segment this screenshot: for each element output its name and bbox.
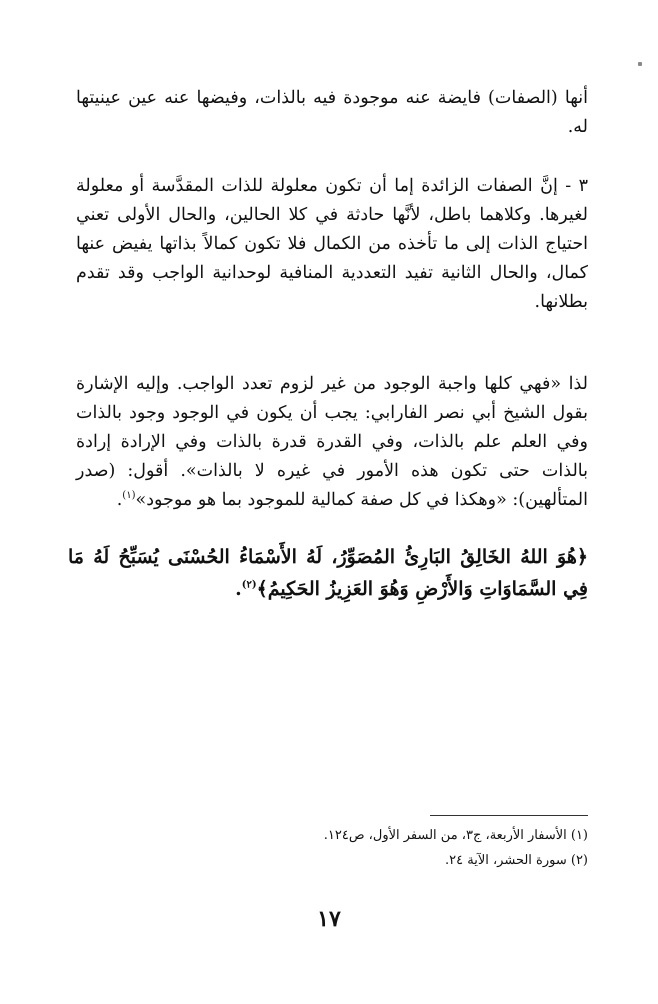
footnote-ref-2: (٢): [241, 579, 257, 591]
footnotes: [68, 823, 588, 873]
footnote-divider: [430, 815, 588, 816]
quran-verse: [68, 541, 588, 605]
scan-mark: [638, 62, 642, 66]
paragraph-3: [76, 370, 588, 515]
quran-verse-end: .: [235, 578, 242, 600]
page-number: ١٧: [317, 906, 341, 932]
paragraph-3-end: .: [116, 490, 123, 510]
footnote-1: (١) الأسفار الأربعة، ج٣، من السفر الأول، ص١٢٤.: [323, 828, 588, 843]
paragraph-3-text: لذا «فهي كلها واجبة الوجود من غير لزوم تعدد الواجب. وإليه الإشارة بقول الشيخ أبي نصر الفارابي: يجب أن يكون في الوجود وجود بالذات وفي العلم علم بالذات، وفي القدرة قدرة بالذات وفي الإرادة إرادة بالذات حتى تكون هذه الأمور في غيره لا بالذات». أقول: (صدر المتألهين): «وهكذا في كل صفة كمالية للموجود بما هو موجود»: [76, 374, 588, 510]
footnote-2: (٢) سورة الحشر، الآية ٢٤.: [444, 853, 588, 868]
paragraph-2: ٣ - إنَّ الصفات الزائدة إما أن تكون معلولة للذات المقدَّسة أو معلولة لغيرها. وكلاهما باطل، لأنَّها حادثة في كلا الحالين، والحال الأولى تعني احتياج الذات إلى ما تأخذه من الكمال فلا تكون كمالاً بذاتها يفيض عنها كمال، والحال الثانية تفيد التعددية المنافية لوحدانية الواجب وقد تقدم بطلانها.: [76, 176, 588, 312]
paragraph-1: أنها (الصفات) فايضة عنه موجودة فيه بالذات، وفيضها عنه عين عينيتها له.: [76, 88, 588, 137]
quran-verse-text: ﴿هُوَ اللهُ الخَالِقُ البَارِئُ المُصَوِّرُ، لَهُ الأَسْمَاءُ الحُسْنَى يُسَبِّحُ لَهُ مَا فِي السَّمَاوَاتِ وَالأَرْضِ وَهُوَ العَزِيزُ الحَكِيمُ﴾: [68, 546, 588, 600]
footnote-ref-1: (١): [122, 490, 136, 502]
